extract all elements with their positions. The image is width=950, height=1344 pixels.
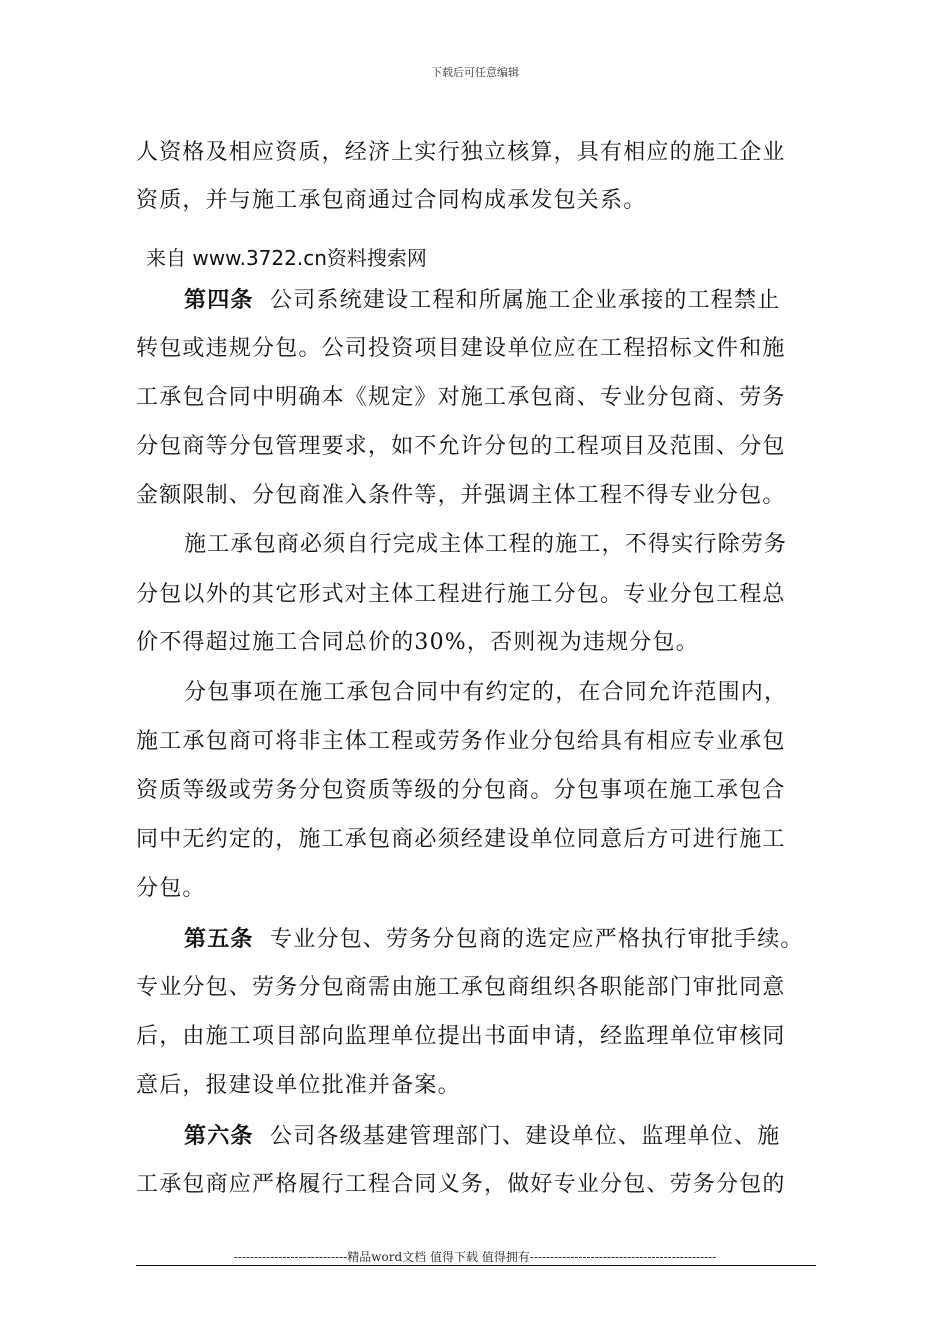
text-line: 分包。 [136,876,206,901]
article-4-label: 第四条 [184,287,254,313]
article-4-line [184,285,816,316]
text-line: 工承包合同中明确本《规定》对施工承包商、专业分包商、劳务 [136,385,786,410]
text-line: 分包以外的其它形式对主体工程进行施工分包。专业分包工程总 [136,582,786,607]
footer-rule [136,1265,816,1266]
text-line: 资质，并与施工承包商通过合同构成承发包关系。 [136,188,647,213]
article-5-text: 专业分包、劳务分包商的选定应严格执行审批手续。 [270,927,804,952]
article-6-text: 公司各级基建管理部门、建设单位、监理单位、施 [270,1124,781,1149]
text-line: 施工承包商可将非主体工程或劳务作业分包给具有相应专业承包 [136,729,786,754]
article-5-line [184,924,816,955]
article-6-label: 第六条 [184,1123,254,1149]
text-line: 后，由施工项目部向监理单位提出书面申请，经监理单位审核同 [136,1024,786,1049]
header-note: 下载后可任意编辑 [431,66,519,79]
text-line: 同中无约定的，施工承包商必须经建设单位同意后方可进行施工 [136,827,786,852]
text-line: 工承包商应严格履行工程合同义务，做好专业分包、劳务分包的 [136,1172,786,1197]
article-5-label: 第五条 [184,926,254,952]
text-line: 转包或违规分包。公司投资项目建设单位应在工程招标文件和施 [136,336,786,361]
text-line: 意后，报建设单位批准并备案。 [136,1073,461,1098]
text-line: 金额限制、分包商准入条件等，并强调主体工程不得专业分包。 [136,483,786,508]
text-line: 分包商等分包管理要求，如不允许分包的工程项目及范围、分包 [136,434,786,459]
text-line: 人资格及相应资质，经济上实行独立核算，具有相应的施工企业 [136,140,786,165]
article-6-line [184,1121,816,1152]
text-line: 资质等级或劳务分包资质等级的分包商。分包事项在施工承包合 [136,778,786,803]
source-watermark-line: 来自 www.3722.cn资料搜索网 [146,246,427,270]
article-4-text: 公司系统建设工程和所属施工企业承接的工程禁止 [270,288,781,313]
text-line: 施工承包商必须自行完成主体工程的施工，不得实行除劳务 [184,532,788,557]
text-line: 价不得超过施工合同总价的30%，否则视为违规分包。 [136,630,699,655]
text-line: 分包事项在施工承包合同中有约定的，在合同允许范围内， [184,680,788,705]
text-line: 专业分包、劳务分包商需由施工承包商组织各职能部门审批同意 [136,975,786,1000]
footer-text: ----------------------------精品word文档 值得下载 值得拥有---------------------------------------------- [233,1250,717,1264]
